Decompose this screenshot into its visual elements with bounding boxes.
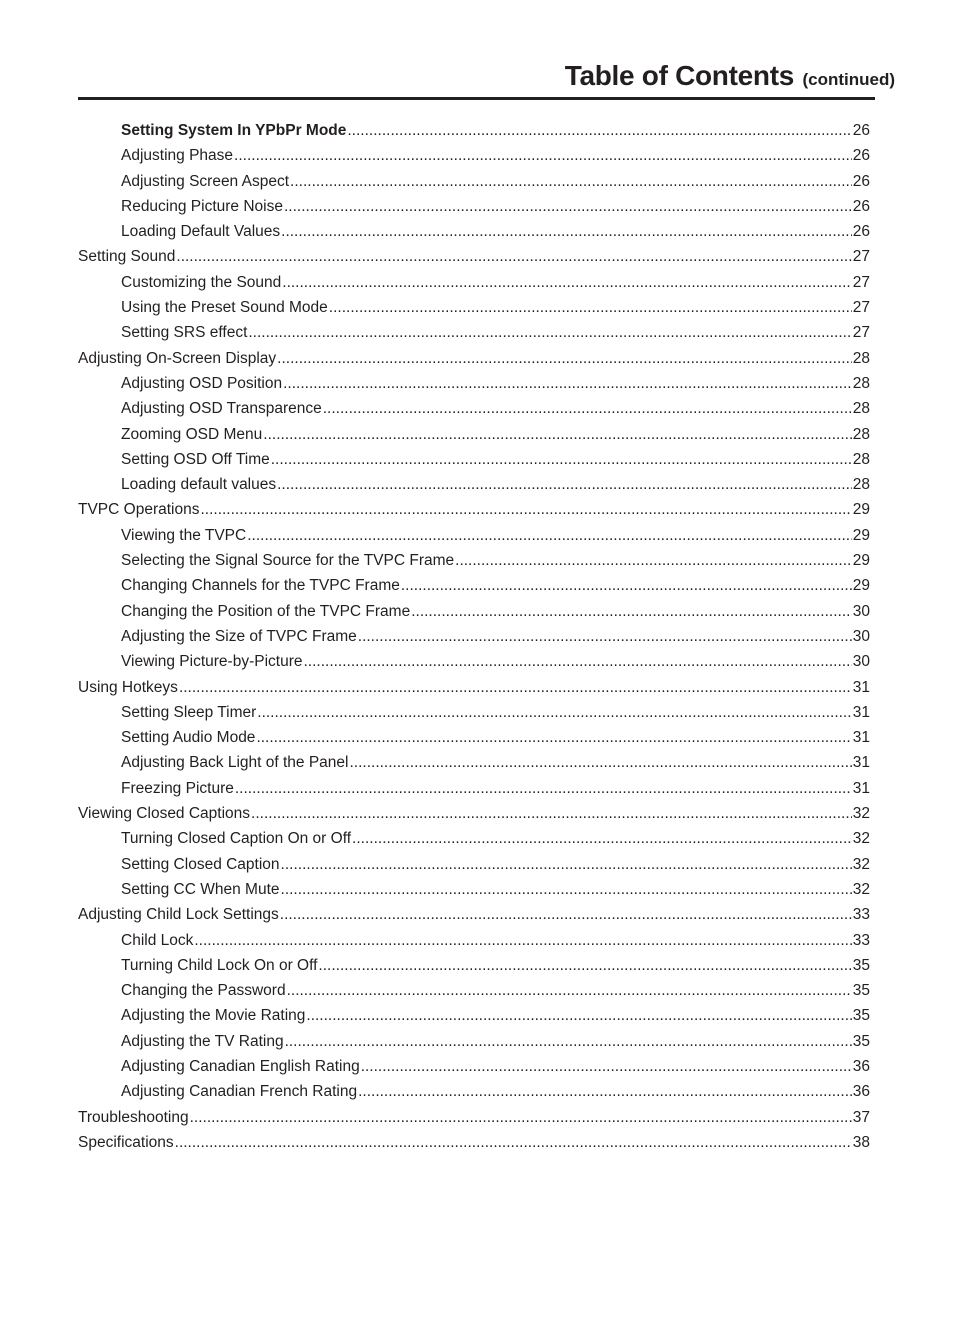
- toc-subsection-entry: [78, 573, 870, 598]
- toc-entry-page-number: 31: [852, 703, 870, 721]
- toc-subsection-entry: [78, 270, 870, 295]
- toc-entry-label: Using the Preset Sound Mode: [121, 299, 328, 317]
- toc-section-entry: [78, 675, 870, 700]
- toc-section-entry: [78, 244, 870, 269]
- toc-entry-page-number: 35: [852, 1007, 870, 1025]
- toc-dot-leader: [323, 396, 852, 421]
- toc-entry-label: Adjusting Back Light of the Panel: [121, 754, 349, 772]
- toc-dot-leader: [277, 472, 852, 497]
- toc-entry-label: Freezing Picture: [121, 779, 234, 797]
- toc-dot-leader: [358, 1079, 852, 1104]
- toc-dot-leader: [283, 371, 852, 396]
- toc-dot-leader: [358, 624, 852, 649]
- toc-dot-leader: [190, 1105, 852, 1130]
- toc-entry-page-number: 26: [852, 223, 870, 241]
- toc-subsection-entry: [78, 953, 870, 978]
- toc-dot-leader: [200, 497, 851, 522]
- toc-subsection-entry: [78, 447, 870, 472]
- toc-entry-label: Zooming OSD Menu: [121, 425, 263, 443]
- toc-dot-leader: [285, 1029, 852, 1054]
- toc-dot-leader: [179, 675, 852, 700]
- toc-entry-label: Adjusting the TV Rating: [121, 1032, 284, 1050]
- toc-entry-label: Troubleshooting: [78, 1108, 189, 1126]
- toc-entry-label: Changing Channels for the TVPC Frame: [121, 577, 400, 595]
- toc-subsection-entry: [78, 750, 870, 775]
- toc-dot-leader: [251, 801, 852, 826]
- toc-dot-leader: [455, 548, 852, 573]
- toc-subsection-entry: [78, 194, 870, 219]
- toc-entry-page-number: 26: [852, 122, 870, 139]
- toc-entry-label: Adjusting OSD Position: [121, 374, 283, 392]
- toc-dot-leader: [176, 244, 851, 269]
- toc-subsection-entry: [78, 978, 870, 1003]
- toc-entry-label: Loading default values: [121, 476, 277, 494]
- toc-section-entry: [78, 1130, 870, 1155]
- toc-entry-label: Customizing the Sound: [121, 273, 282, 291]
- toc-entry-label: Child Lock: [121, 931, 194, 949]
- toc-entry-page-number: 27: [852, 299, 870, 317]
- toc-entry-label: Turning Child Lock On or Off: [121, 956, 318, 974]
- toc-entry-page-number: 32: [852, 805, 870, 823]
- toc-subsection-entry: [78, 548, 870, 573]
- toc-entry-page-number: 31: [852, 754, 870, 772]
- toc-subsection-entry: [78, 776, 870, 801]
- toc-subsection-entry: [78, 649, 870, 674]
- toc-dot-leader: [248, 320, 851, 345]
- table-of-contents: [78, 118, 870, 1155]
- toc-subsection-entry: [78, 143, 870, 168]
- toc-dot-leader: [175, 1130, 852, 1155]
- toc-dot-leader: [284, 194, 852, 219]
- toc-entry-page-number: 35: [852, 956, 870, 974]
- toc-entry-label: Adjusting Screen Aspect: [121, 172, 290, 190]
- toc-dot-leader: [303, 649, 851, 674]
- toc-dot-leader: [361, 1054, 852, 1079]
- toc-subsection-entry: [78, 118, 870, 143]
- toc-entry-page-number: 31: [852, 779, 870, 797]
- toc-subsection-entry: [78, 472, 870, 497]
- toc-entry-page-number: 28: [852, 425, 870, 443]
- toc-dot-leader: [271, 447, 852, 472]
- toc-entry-page-number: 29: [852, 501, 870, 519]
- toc-entry-label: Adjusting OSD Transparence: [121, 400, 322, 418]
- toc-subsection-entry: [78, 219, 870, 244]
- toc-entry-label: Reducing Picture Noise: [121, 197, 283, 215]
- toc-entry-page-number: 29: [852, 526, 870, 544]
- toc-entry-page-number: 27: [852, 324, 870, 342]
- toc-section-entry: [78, 801, 870, 826]
- toc-entry-page-number: 27: [852, 273, 870, 291]
- toc-subsection-entry: [78, 1079, 870, 1104]
- toc-subsection-entry: [78, 725, 870, 750]
- toc-dot-leader: [401, 573, 852, 598]
- page-title: Table of Contents: [564, 60, 794, 91]
- toc-entry-page-number: 27: [852, 248, 870, 266]
- toc-entry-label: Selecting the Signal Source for the TVPC Frame: [121, 552, 455, 570]
- toc-entry-page-number: 28: [852, 476, 870, 494]
- toc-entry-page-number: 38: [852, 1133, 870, 1151]
- toc-entry-label: Adjusting Child Lock Settings: [78, 906, 279, 924]
- toc-subsection-entry: [78, 523, 870, 548]
- toc-entry-page-number: 32: [852, 855, 870, 873]
- toc-entry-label: Adjusting the Size of TVPC Frame: [121, 627, 357, 645]
- toc-section-entry: [78, 497, 870, 522]
- toc-section-entry: [78, 346, 870, 371]
- toc-section-entry: [78, 1105, 870, 1130]
- toc-entry-label: Turning Closed Caption On or Off: [121, 830, 352, 848]
- toc-subsection-entry: [78, 826, 870, 851]
- toc-entry-page-number: 32: [852, 880, 870, 898]
- toc-entry-page-number: 26: [852, 197, 870, 215]
- toc-entry-page-number: 33: [852, 906, 870, 924]
- toc-dot-leader: [281, 219, 852, 244]
- toc-entry-page-number: 30: [852, 602, 870, 620]
- toc-dot-leader: [290, 169, 852, 194]
- toc-dot-leader: [306, 1003, 851, 1028]
- toc-dot-leader: [256, 725, 851, 750]
- toc-entry-label: Adjusting Phase: [121, 147, 234, 165]
- toc-subsection-entry: [78, 700, 870, 725]
- toc-entry-page-number: 36: [852, 1057, 870, 1075]
- toc-entry-page-number: 37: [852, 1108, 870, 1126]
- toc-subsection-entry: [78, 1003, 870, 1028]
- toc-entry-label: Adjusting Canadian English Rating: [121, 1057, 360, 1075]
- toc-entry-label: Loading Default Values: [121, 223, 281, 241]
- toc-entry-page-number: 33: [852, 931, 870, 949]
- toc-entry-page-number: 35: [852, 1032, 870, 1050]
- toc-subsection-entry: [78, 599, 870, 624]
- toc-dot-leader: [234, 143, 852, 168]
- toc-entry-page-number: 28: [852, 349, 870, 367]
- toc-entry-page-number: 26: [852, 147, 870, 165]
- toc-dot-leader: [257, 700, 851, 725]
- toc-dot-leader: [411, 599, 852, 624]
- toc-dot-leader: [287, 978, 852, 1003]
- toc-entry-page-number: 28: [852, 374, 870, 392]
- toc-entry-label: Adjusting On-Screen Display: [78, 349, 277, 367]
- toc-entry-page-number: 32: [852, 830, 870, 848]
- toc-subsection-entry: [78, 928, 870, 953]
- toc-entry-page-number: 28: [852, 450, 870, 468]
- toc-subsection-entry: [78, 422, 870, 447]
- toc-entry-label: Setting Sound: [78, 248, 176, 266]
- toc-entry-label: Changing the Position of the TVPC Frame: [121, 602, 411, 620]
- toc-entry-label: Adjusting the Movie Rating: [121, 1007, 306, 1025]
- toc-subsection-entry: [78, 320, 870, 345]
- toc-subsection-entry: [78, 371, 870, 396]
- toc-dot-leader: [347, 118, 851, 143]
- toc-dot-leader: [329, 295, 852, 320]
- toc-subsection-entry: [78, 169, 870, 194]
- toc-entry-label: Setting OSD Off Time: [121, 450, 270, 468]
- toc-entry-label: Changing the Password: [121, 982, 286, 1000]
- toc-entry-label: Setting Closed Caption: [121, 855, 280, 873]
- toc-entry-page-number: 28: [852, 400, 870, 418]
- toc-entry-page-number: 30: [852, 653, 870, 671]
- toc-dot-leader: [281, 852, 852, 877]
- toc-entry-page-number: 31: [852, 678, 870, 696]
- toc-entry-page-number: 35: [852, 982, 870, 1000]
- toc-entry-label: Setting Sleep Timer: [121, 703, 257, 721]
- toc-entry-label: Using Hotkeys: [78, 678, 178, 696]
- toc-entry-page-number: 26: [852, 172, 870, 190]
- toc-entry-label: Setting System In YPbPr Mode: [121, 122, 347, 139]
- toc-entry-label: Viewing Picture-by-Picture: [121, 653, 303, 671]
- page-header: [78, 60, 895, 96]
- toc-entry-page-number: 36: [852, 1083, 870, 1101]
- page-title-continued: (continued): [802, 70, 895, 89]
- toc-dot-leader: [235, 776, 852, 801]
- header-divider: [78, 97, 875, 100]
- toc-subsection-entry: [78, 1029, 870, 1054]
- toc-subsection-entry: [78, 295, 870, 320]
- toc-dot-leader: [352, 826, 852, 851]
- toc-dot-leader: [277, 346, 852, 371]
- toc-entry-label: Specifications: [78, 1133, 174, 1151]
- toc-dot-leader: [349, 750, 851, 775]
- toc-subsection-entry: [78, 624, 870, 649]
- toc-entry-label: Adjusting Canadian French Rating: [121, 1083, 358, 1101]
- toc-entry-label: Viewing the TVPC: [121, 526, 247, 544]
- toc-dot-leader: [194, 928, 851, 953]
- toc-entry-page-number: 31: [852, 729, 870, 747]
- toc-subsection-entry: [78, 396, 870, 421]
- toc-dot-leader: [263, 422, 851, 447]
- toc-subsection-entry: [78, 852, 870, 877]
- toc-entry-label: Viewing Closed Captions: [78, 805, 251, 823]
- toc-dot-leader: [280, 902, 852, 927]
- toc-dot-leader: [281, 877, 852, 902]
- toc-section-entry: [78, 902, 870, 927]
- toc-subsection-entry: [78, 1054, 870, 1079]
- toc-entry-label: TVPC Operations: [78, 501, 200, 519]
- toc-dot-leader: [282, 270, 851, 295]
- toc-dot-leader: [247, 523, 852, 548]
- toc-entry-label: Setting CC When Mute: [121, 880, 280, 898]
- toc-entry-label: Setting SRS effect: [121, 324, 248, 342]
- toc-entry-page-number: 30: [852, 627, 870, 645]
- toc-entry-page-number: 29: [852, 552, 870, 570]
- toc-subsection-entry: [78, 877, 870, 902]
- toc-entry-label: Setting Audio Mode: [121, 729, 256, 747]
- toc-entry-page-number: 29: [852, 577, 870, 595]
- toc-dot-leader: [318, 953, 851, 978]
